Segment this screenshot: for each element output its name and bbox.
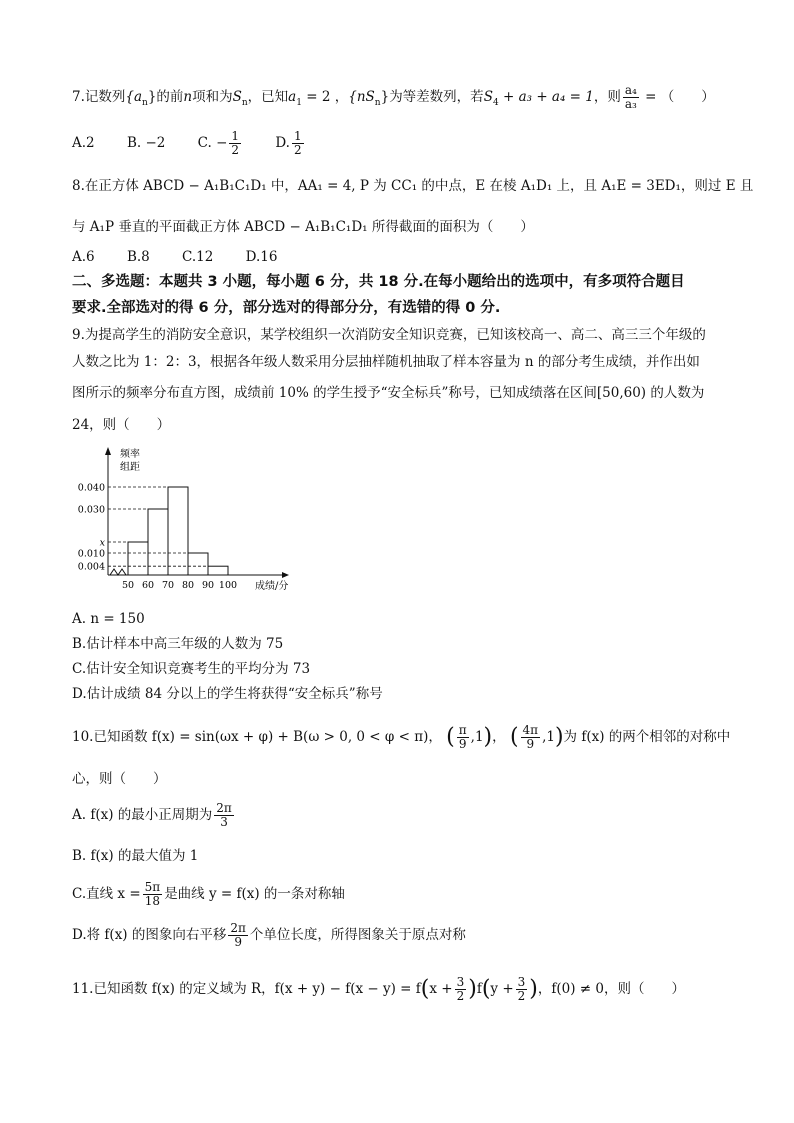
axis-break [110,569,126,575]
y-axis-arrow [105,447,111,455]
histogram-bar [128,542,148,575]
q8-options: A.6 B.8 C.12 D.16 [72,249,278,265]
q9-option-a: A. n = 150 [72,611,145,627]
histogram-bar [168,487,188,575]
q10-option-d: D.将 f(x) 的图象向右平移 $\frac{2\pi}{9}$ 个单位长度，所得图象关于原点对称 [72,921,466,950]
section2-header-line1: 二、多选题：本题共 3 小题，每小题 6 分，共 18 分.在每小题给出的选项中，有多项符合题目 [72,274,685,290]
q9-stem-line1: 9.为提高学生的消防安全意识，某学校组织一次消防安全知识竞赛，已知该校高一、高二、高三三个年级的 [72,327,706,343]
q9-option-c: C.估计安全知识竞赛考生的平均分为 73 [72,661,311,677]
q7-options: A.2 B. −2 C. − $\frac{1}{2}$ D. $\frac{1}{2}$ [72,129,302,158]
q10-option-c: C.直线 x = $\frac{5\pi}{18}$ 是曲线 y = f(x) 的一条对称轴 [72,880,345,909]
y-label-bottom: 组距 [120,462,140,473]
y-tick-label: 0.004 [77,561,105,573]
x-tick-label: 50 [121,580,135,591]
y-tick-label: 0.040 [77,482,105,494]
frequency-histogram [72,445,312,605]
q7-stem: 7.记数列$\{a_n\}$的前n项和为$S_n$，已知$a_1 = 2$ ，$\{nS_n\}$为等差数列，若$S_4 + a_3 + a_4 = 1$，则 $\frac{\text{a₄}}{\text{a₃}}$ = （ ） [72,83,715,112]
histogram-bar [208,566,228,575]
x-axis-arrow [282,572,289,578]
q9-stem-line2: 人数之比为 1：2：3，根据各年级人数采用分层抽样随机抽取了样本容量为 n 的部分考生成绩，并作出如 [72,354,700,370]
q11-stem: 11.已知函数 f(x) 的定义域为 R，f(x + y) − f(x − y) = f(x + $\frac{3}{2}$ )f(y + $\frac{3}{2}$ )，f(0) ≠ 0，则（ ） [72,975,685,1004]
q8-stem-line2: 与 A₁P 垂直的平面截正方体 ABCD − A₁B₁C₁D₁ 所得截面的面积为（ ） [72,219,534,235]
x-tick-label: 90 [201,580,215,591]
y-tick-label: 0.030 [77,504,105,516]
q10-option-a: A. f(x) 的最小正周期为 $\frac{2\pi}{3}$ [72,801,232,830]
histogram-bar [148,509,168,575]
section2-header-line2: 要求.全部选对的得 6 分，部分选对的得部分分，有选错的得 0 分. [72,300,501,316]
y-label-top: 频率 [120,449,140,460]
q9-stem-line4: 24，则（ ） [72,417,171,433]
x-tick-label: 70 [161,580,175,591]
q9-option-b: B.估计样本中高三年级的人数为 75 [72,636,284,652]
y-tick-label: 0.010 [77,548,105,560]
q10-stem-line1: 10.已知函数 f(x) = sin(ωx + φ) + B(ω > 0, 0 < φ < π)， ( $\frac{\pi}{9}$ ,1)， ( $\frac{4\pi}{9}$ ,1)为 f(x) 的两个相邻的对称中 [72,723,731,752]
x-tick-label: 100 [218,580,238,591]
q10-stem-line2: 心，则（ ） [72,771,167,787]
q9-option-d: D.估计成绩 84 分以上的学生将获得“安全标兵”称号 [72,686,383,702]
q8-stem-line1: 8.在正方体 ABCD − A₁B₁C₁D₁ 中，AA₁ = 4, P 为 CC₁ 的中点，E 在棱 A₁D₁ 上，且 A₁E = 3ED₁，则过 E 且 [72,178,754,194]
q10-option-b: B. f(x) 的最大值为 1 [72,848,199,864]
x-tick-label: 80 [181,580,195,591]
q9-stem-line3: 图所示的频率分布直方图，成绩前 10% 的学生授予“安全标兵”称号，已知成绩落在区间[50,60) 的人数为 [72,385,705,401]
x-tick-label: 60 [141,580,155,591]
q7-ratio: $\frac{\text{a₄}}{\text{a₃}}$ [624,83,637,112]
x-axis-label: 成绩/分 [255,581,289,592]
y-tick-label: x [99,537,105,549]
histogram-bar [188,553,208,575]
